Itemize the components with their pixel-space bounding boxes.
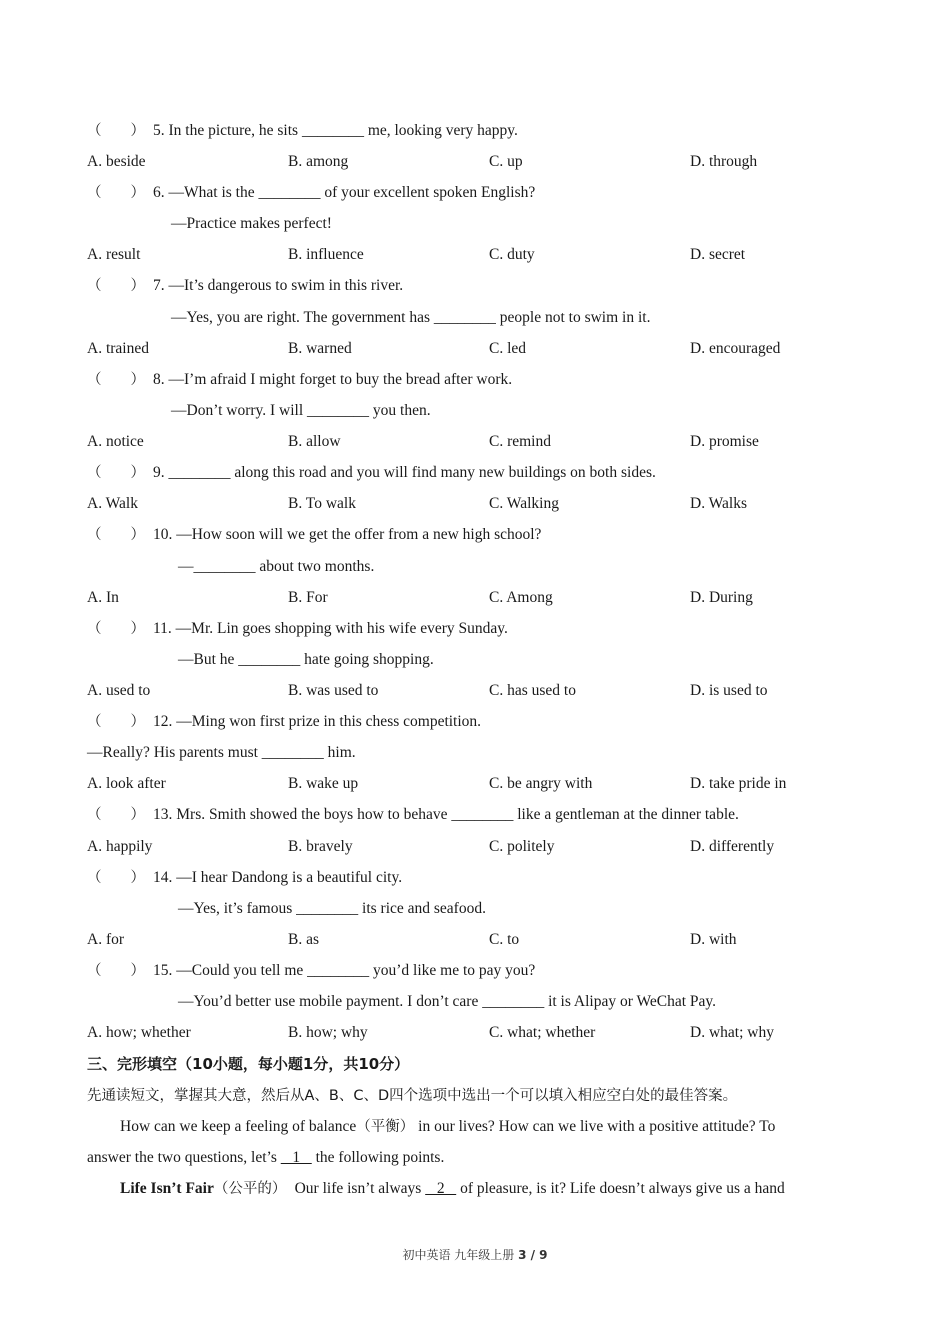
option-c: C. duty: [489, 246, 535, 263]
option-c: C. Walking: [489, 495, 559, 512]
answer-paren: （ ）: [87, 527, 145, 543]
question-12-options: [87, 774, 887, 794]
question-15-options: [87, 1023, 887, 1043]
option-d: D. Walks: [690, 495, 748, 512]
option-a: A. for: [87, 931, 125, 948]
question-15-stem: （ ） 15. —Could you tell me ________ you’d like me to pay you?: [87, 962, 536, 979]
subheading: Life Isn’t Fair: [120, 1180, 214, 1197]
option-d: D. encouraged: [690, 340, 781, 357]
question-5-stem: （ ） 5. In the picture, he sits ________ me, looking very happy.: [87, 122, 518, 139]
passage-line-1: How can we keep a feeling of balance（平衡） in our lives? How can we live with a positive attitude? To: [120, 1118, 776, 1135]
option-c: C. be angry with: [489, 775, 593, 792]
passage-line-3: Life Isn’t Fair（公平的） Our life isn’t always 2 of pleasure, is it? Life doesn’t always give us a hand: [120, 1180, 785, 1197]
option-d: D. take pride in: [690, 775, 787, 792]
option-b: B. as: [288, 931, 319, 948]
option-b: B. bravely: [288, 838, 353, 855]
passage-line-2: answer the two questions, let’s 1 the following points.: [87, 1149, 445, 1166]
option-c: C. Among: [489, 589, 553, 606]
question-15-reply: —You’d better use mobile payment. I don’t care ________ it is Alipay or WeChat Pay.: [178, 993, 717, 1010]
answer-paren: （ ）: [87, 372, 145, 388]
question-9-stem: （ ） 9. ________ along this road and you will find many new buildings on both sides.: [87, 464, 656, 481]
option-b: B. warned: [288, 340, 352, 357]
question-11-options: [87, 681, 887, 701]
option-a: A. beside: [87, 153, 146, 170]
question-6-reply: —Practice makes perfect!: [171, 215, 332, 232]
option-b: B. wake up: [288, 775, 359, 792]
option-a: A. trained: [87, 340, 149, 357]
option-d: D. differently: [690, 838, 775, 855]
question-6-stem: （ ） 6. —What is the ________ of your excellent spoken English?: [87, 184, 536, 201]
option-b: B. how; why: [288, 1024, 368, 1041]
question-13-stem: （ ） 13. Mrs. Smith showed the boys how to behave ________ like a gentleman at the dinner table.: [87, 806, 739, 823]
section-title: 三、完形填空（10小题，每小题1分，共10分）: [87, 1055, 410, 1073]
question-5-options: [87, 152, 887, 172]
question-9-options: [87, 494, 887, 514]
option-b: B. among: [288, 153, 349, 170]
question-8-reply: —Don’t worry. I will ________ you then.: [171, 402, 431, 419]
answer-paren: （ ）: [87, 465, 145, 481]
option-d: D. secret: [690, 246, 746, 263]
question-7-stem: （ ） 7. —It’s dangerous to swim in this river.: [87, 277, 404, 294]
question-14-reply: —Yes, it’s famous ________ its rice and seafood.: [178, 900, 486, 917]
option-c: C. up: [489, 153, 523, 170]
section-instruction: 先通读短文，掌握其大意，然后从A、B、C、D四个选项中选出一个可以填入相应空白处的最佳答案。: [87, 1088, 738, 1104]
answer-paren: （ ）: [87, 185, 145, 201]
question-10-stem: （ ） 10. —How soon will we get the offer from a new high school?: [87, 526, 542, 543]
option-c: C. led: [489, 340, 527, 357]
option-a: A. used to: [87, 682, 151, 699]
option-a: A. result: [87, 246, 141, 263]
answer-paren: （ ）: [87, 714, 145, 730]
option-c: C. remind: [489, 433, 551, 450]
question-8-stem: （ ） 8. —I’m afraid I might forget to buy the bread after work.: [87, 371, 513, 388]
question-7-reply: —Yes, you are right. The government has ________ people not to swim in it.: [171, 309, 651, 326]
option-b: B. influence: [288, 246, 364, 263]
page-number: 3 / 9: [518, 1248, 548, 1262]
option-a: A. look after: [87, 775, 166, 792]
question-8-options: [87, 432, 887, 452]
question-11-reply: —But he ________ hate going shopping.: [178, 651, 434, 668]
option-d: D. promise: [690, 433, 759, 450]
question-14-stem: （ ） 14. —I hear Dandong is a beautiful city.: [87, 869, 403, 886]
option-b: B. allow: [288, 433, 341, 450]
option-c: C. has used to: [489, 682, 576, 699]
option-d: D. what; why: [690, 1024, 774, 1041]
question-14-options: [87, 930, 887, 950]
option-d: D. is used to: [690, 682, 768, 699]
question-10-options: [87, 588, 887, 608]
option-a: A. Walk: [87, 495, 138, 512]
option-a: A. In: [87, 589, 119, 606]
option-b: B. For: [288, 589, 328, 606]
option-d: D. During: [690, 589, 753, 606]
question-10-reply: —________ about two months.: [178, 558, 375, 575]
question-7-options: [87, 339, 887, 359]
blank-2: 2: [425, 1180, 457, 1197]
option-d: D. through: [690, 153, 758, 170]
option-b: B. To walk: [288, 495, 356, 512]
question-6-options: [87, 245, 887, 265]
answer-paren: （ ）: [87, 807, 145, 823]
option-c: C. what; whether: [489, 1024, 596, 1041]
question-11-stem: （ ） 11. —Mr. Lin goes shopping with his wife every Sunday.: [87, 620, 508, 637]
option-c: C. politely: [489, 838, 555, 855]
option-a: A. notice: [87, 433, 144, 450]
option-a: A. happily: [87, 838, 153, 855]
question-13-options: [87, 837, 887, 857]
answer-paren: （ ）: [87, 870, 145, 886]
option-d: D. with: [690, 931, 737, 948]
question-12-reply: —Really? His parents must ________ him.: [87, 744, 356, 761]
page-footer: 初中英语 九年级上册 3 / 9: [402, 1248, 548, 1262]
option-c: C. to: [489, 931, 520, 948]
question-12-stem: （ ） 12. —Ming won first prize in this chess competition.: [87, 713, 482, 730]
blank-1: 1: [280, 1149, 312, 1166]
answer-paren: （ ）: [87, 621, 145, 637]
option-b: B. was used to: [288, 682, 379, 699]
answer-paren: （ ）: [87, 123, 145, 139]
answer-paren: （ ）: [87, 963, 145, 979]
answer-paren: （ ）: [87, 278, 145, 294]
option-a: A. how; whether: [87, 1024, 191, 1041]
